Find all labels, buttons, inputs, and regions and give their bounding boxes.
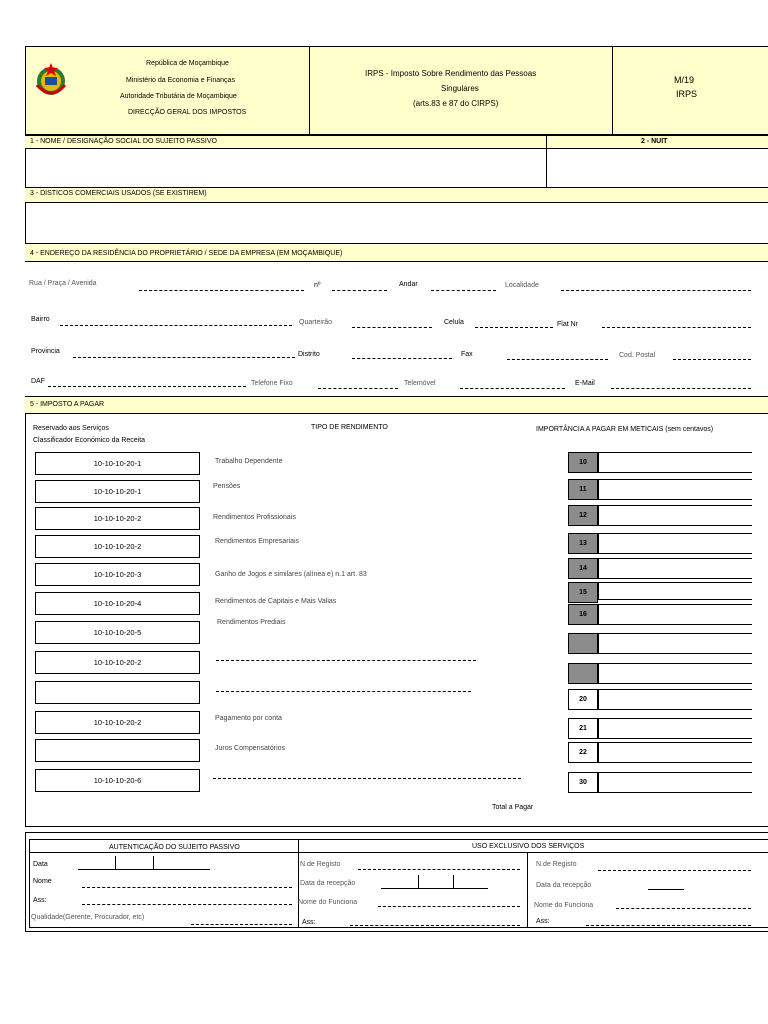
auth-title: AUTENTICAÇÃO DO SUJEITO PASSIVO xyxy=(109,844,240,851)
amount-field[interactable] xyxy=(598,582,752,600)
qualidade-label: Qualidade(Gerente, Procurador, etc) xyxy=(31,914,145,921)
n-registo-2-field[interactable] xyxy=(598,870,751,871)
code-box[interactable]: 10-10-10-20-2 xyxy=(35,507,200,530)
cod-postal-field[interactable] xyxy=(673,359,751,360)
footer-title-line xyxy=(29,852,768,853)
date-sep-2 xyxy=(153,856,154,869)
amount-box-number: 14 xyxy=(568,558,598,579)
amount-field[interactable] xyxy=(598,452,752,473)
code-box[interactable]: 10-10-10-20-3 xyxy=(35,563,200,586)
ass-field[interactable] xyxy=(82,904,292,905)
amount-box-number: 12 xyxy=(568,505,598,526)
row-blank-line[interactable] xyxy=(216,660,476,661)
telefone-label: Telefone Fixo xyxy=(251,380,293,387)
amount-box-number: 22 xyxy=(568,742,598,763)
nome-funciona-2-label: Nome do Funciona xyxy=(534,902,594,909)
ass3-label: Ass: xyxy=(536,918,550,925)
amount-box-number: 21 xyxy=(568,718,598,739)
code-box[interactable]: 10-10-10-20-2 xyxy=(35,711,200,734)
bairro-field[interactable] xyxy=(60,325,292,326)
uso-divider xyxy=(527,852,528,928)
form-tax: IRPS xyxy=(676,89,698,99)
distrito-label: Distrito xyxy=(298,351,320,358)
localidade-label: Localidade xyxy=(505,282,539,289)
ass-label: Ass: xyxy=(33,897,47,904)
reserved-label: Reservado aos Serviços xyxy=(33,425,109,432)
amount-field[interactable] xyxy=(598,718,752,739)
daf-field[interactable] xyxy=(48,386,246,387)
amount-box-number: 11 xyxy=(568,479,598,500)
section-1-label: 1 - NOME / DESIGNAÇÃO SOCIAL DO SUJEITO PASSIVO xyxy=(30,138,217,145)
nome-field[interactable] xyxy=(82,887,292,888)
recepcao-sep-2 xyxy=(453,875,454,888)
nuit-field[interactable] xyxy=(546,149,768,187)
row-label: Rendimentos de Capitais e Mais Valias xyxy=(215,598,337,605)
row-label: Trabalho Dependente xyxy=(215,458,283,465)
n-registo-field[interactable] xyxy=(358,869,520,870)
amount-box-number xyxy=(568,663,598,684)
row-blank-line[interactable] xyxy=(213,778,521,779)
row-label: Pagamento por conta xyxy=(215,715,282,722)
distrito-field[interactable] xyxy=(352,358,452,359)
bairro-label: Bairro xyxy=(31,316,50,323)
code-box[interactable]: 10-10-10-20-6 xyxy=(35,769,200,792)
amount-box-number: 16 xyxy=(568,604,598,625)
flat-label: Flat Nr xyxy=(557,321,578,328)
nome-funciona-label: Nome do Funciona xyxy=(298,899,358,906)
daf-label: DAF xyxy=(31,378,45,385)
recepcao-sep-1 xyxy=(418,875,419,888)
quarteirao-field[interactable] xyxy=(352,327,432,328)
amount-field[interactable] xyxy=(598,772,752,793)
quarteirao-label: Quarteirão xyxy=(299,319,333,326)
nome-funciona-2-field[interactable] xyxy=(616,908,751,909)
andar-field[interactable] xyxy=(431,290,496,291)
row-label: Ganho de Jogos e similares (alínea e) n.1 art. 83 xyxy=(215,571,367,578)
code-box[interactable]: 10-10-10-20-1 xyxy=(35,480,200,503)
code-box[interactable] xyxy=(35,739,200,762)
code-box[interactable]: 10-10-10-20-4 xyxy=(35,592,200,615)
form-title-2: Singulares xyxy=(441,84,479,93)
data-recepcao-2-label: Data da recepção xyxy=(536,882,592,889)
amount-field[interactable] xyxy=(598,533,752,554)
amount-box-number: 30 xyxy=(568,772,598,793)
date-field[interactable] xyxy=(78,856,210,870)
row-label: Rendimentos Prediais xyxy=(217,619,286,626)
republic-text: República de Moçambique xyxy=(146,60,229,67)
section-5-header xyxy=(25,396,768,414)
row-label: Rendimentos Empresariais xyxy=(215,538,300,545)
total-label: Total a Pagar xyxy=(492,804,534,811)
header-divider-2 xyxy=(612,46,613,135)
ass2-label: Ass: xyxy=(302,919,316,926)
classificador-label: Classificador Económico da Receita xyxy=(33,437,146,444)
row-blank-line[interactable] xyxy=(216,691,471,692)
rua-field[interactable] xyxy=(139,290,304,291)
code-box[interactable]: 10-10-10-20-2 xyxy=(35,535,200,558)
date-sep-1 xyxy=(115,856,116,869)
celula-label: Celula xyxy=(444,319,464,326)
data-recepcao-2-field[interactable] xyxy=(648,889,684,890)
amount-box-number: 15 xyxy=(568,582,598,603)
header-divider-1 xyxy=(309,46,310,135)
amount-field[interactable] xyxy=(598,505,752,526)
form-title-1: IRPS - Imposto Sobre Rendimento das Pessoas xyxy=(365,69,537,78)
telemovel-label: Telemóvel xyxy=(404,380,436,387)
amount-field[interactable] xyxy=(598,633,752,654)
tipo-rendimento-label: TIPO DE RENDIMENTO xyxy=(311,424,388,431)
n-registo-label: N.de Registo xyxy=(300,861,341,868)
row-label: Juros Compensatórios xyxy=(215,745,286,752)
celula-field[interactable] xyxy=(475,327,553,328)
andar-label: Andar xyxy=(399,281,418,288)
nome-label: Nome xyxy=(33,878,52,885)
header-block xyxy=(25,46,768,135)
amount-box-number xyxy=(568,633,598,654)
localidade-field[interactable] xyxy=(561,290,751,291)
provincia-label: Provincia xyxy=(31,348,60,355)
importancia-label: IMPORTÂNCIA A PAGAR EM METICAIS (sem centavos) xyxy=(536,426,714,433)
amount-box-number: 20 xyxy=(568,689,598,710)
code-box[interactable] xyxy=(35,681,200,704)
amount-field[interactable] xyxy=(598,479,752,500)
ministry-text: Ministério da Economia e Finanças xyxy=(126,77,235,84)
ass3-field[interactable] xyxy=(586,925,751,926)
code-box[interactable]: 10-10-10-20-2 xyxy=(35,651,200,674)
rua-label: Rua / Praça / Avenida xyxy=(29,280,97,287)
amount-field[interactable] xyxy=(598,558,752,579)
uso-title: USO EXCLUSIVO DOS SERVIÇOS xyxy=(472,843,585,850)
amount-field[interactable] xyxy=(598,689,752,710)
telefone-field[interactable] xyxy=(318,388,398,389)
section-5-label: 5 - IMPOSTO A PAGAR xyxy=(30,401,105,408)
email-label: E-Mail xyxy=(575,380,595,387)
email-field[interactable] xyxy=(611,388,751,389)
code-box[interactable]: 10-10-10-20-5 xyxy=(35,621,200,644)
flat-field[interactable] xyxy=(602,327,751,328)
qualidade-field[interactable] xyxy=(191,924,292,925)
fax-label: Fax xyxy=(461,351,473,358)
telemovel-field[interactable] xyxy=(460,388,565,389)
provincia-field[interactable] xyxy=(73,357,295,358)
data-label: Data xyxy=(33,861,48,868)
section-3-label: 3 - DISTICOS COMERCIAIS USADOS (SE EXISTIREM) xyxy=(30,190,207,197)
amount-field[interactable] xyxy=(598,663,752,684)
data-recepcao-field[interactable] xyxy=(381,875,488,889)
nuit-label: 2 - NUIT xyxy=(641,138,668,145)
amount-field[interactable] xyxy=(598,604,752,625)
name-field[interactable] xyxy=(25,149,546,187)
cod-postal-label: Cod. Postal xyxy=(619,352,656,359)
row-label: Pensões xyxy=(213,483,241,490)
n-field[interactable] xyxy=(332,290,387,291)
direction-text: DIRECÇÃO GERAL DOS IMPOSTOS xyxy=(128,109,247,116)
authority-text: Autoridade Tributária de Moçambique xyxy=(120,93,237,100)
disticos-field[interactable] xyxy=(25,203,768,243)
section-3-header xyxy=(25,187,768,203)
amount-field[interactable] xyxy=(598,742,752,763)
n-registo-2-label: N.de Registo xyxy=(536,861,577,868)
amount-box-number: 10 xyxy=(568,452,598,473)
nome-funciona-field[interactable] xyxy=(378,906,520,907)
data-recepcao-label: Data da recepção xyxy=(300,880,356,887)
fax-field[interactable] xyxy=(507,359,608,360)
coat-of-arms-logo xyxy=(28,57,74,101)
row-label: Rendimentos Profissionais xyxy=(213,514,296,521)
form-title-3: (arts.83 e 87 do CIRPS) xyxy=(413,99,499,108)
section-4-header xyxy=(25,243,768,262)
code-box[interactable]: 10-10-10-20-1 xyxy=(35,452,200,475)
n-label: nº xyxy=(314,282,321,289)
ass2-field[interactable] xyxy=(350,925,520,926)
amount-box-number: 13 xyxy=(568,533,598,554)
section-4-label: 4 - ENDEREÇO DA RESIDÊNCIA DO PROPRIETÁRIO / SEDE DA EMPRESA (EM MOÇAMBIQUE) xyxy=(30,250,343,257)
form-code: M/19 xyxy=(674,75,695,85)
